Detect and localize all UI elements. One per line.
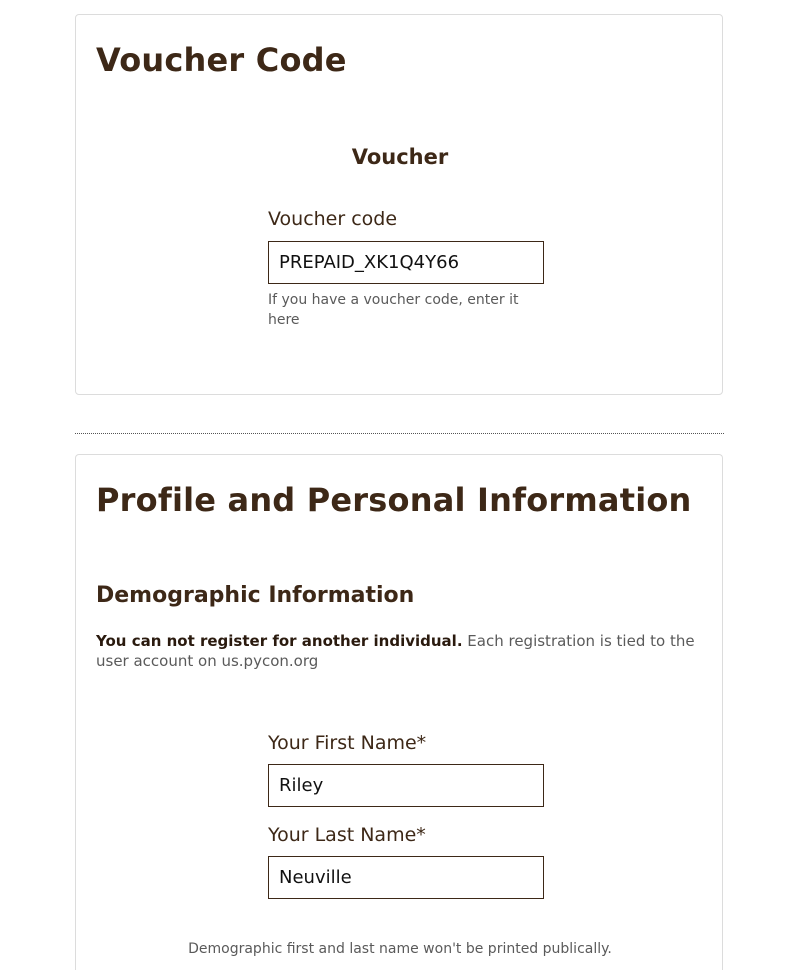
demographic-heading: Demographic Information xyxy=(96,583,415,608)
registration-notice-strong: You can not register for another individual. xyxy=(96,632,463,650)
registration-notice xyxy=(96,631,716,671)
voucher-code-label: Voucher code xyxy=(268,208,398,230)
registration-notice-text: Each registration is tied to the user account on us.pycon.org xyxy=(96,632,695,670)
voucher-legend: Voucher xyxy=(351,145,449,169)
profile-card xyxy=(75,454,723,970)
name-privacy-footnote: Demographic first and last name won't be printed publically. xyxy=(188,941,612,957)
voucher-help-text: If you have a voucher code, enter it here xyxy=(268,292,519,328)
first-name-label: Your First Name* xyxy=(268,732,427,754)
voucher-card xyxy=(75,14,723,395)
first-name-input[interactable] xyxy=(268,764,544,807)
voucher-code-input[interactable] xyxy=(268,241,544,284)
last-name-input[interactable] xyxy=(268,856,544,899)
last-name-label: Your Last Name* xyxy=(268,824,426,846)
voucher-card-title: Voucher Code xyxy=(96,41,347,79)
section-divider xyxy=(75,433,724,434)
profile-card-title: Profile and Personal Information xyxy=(96,481,692,519)
